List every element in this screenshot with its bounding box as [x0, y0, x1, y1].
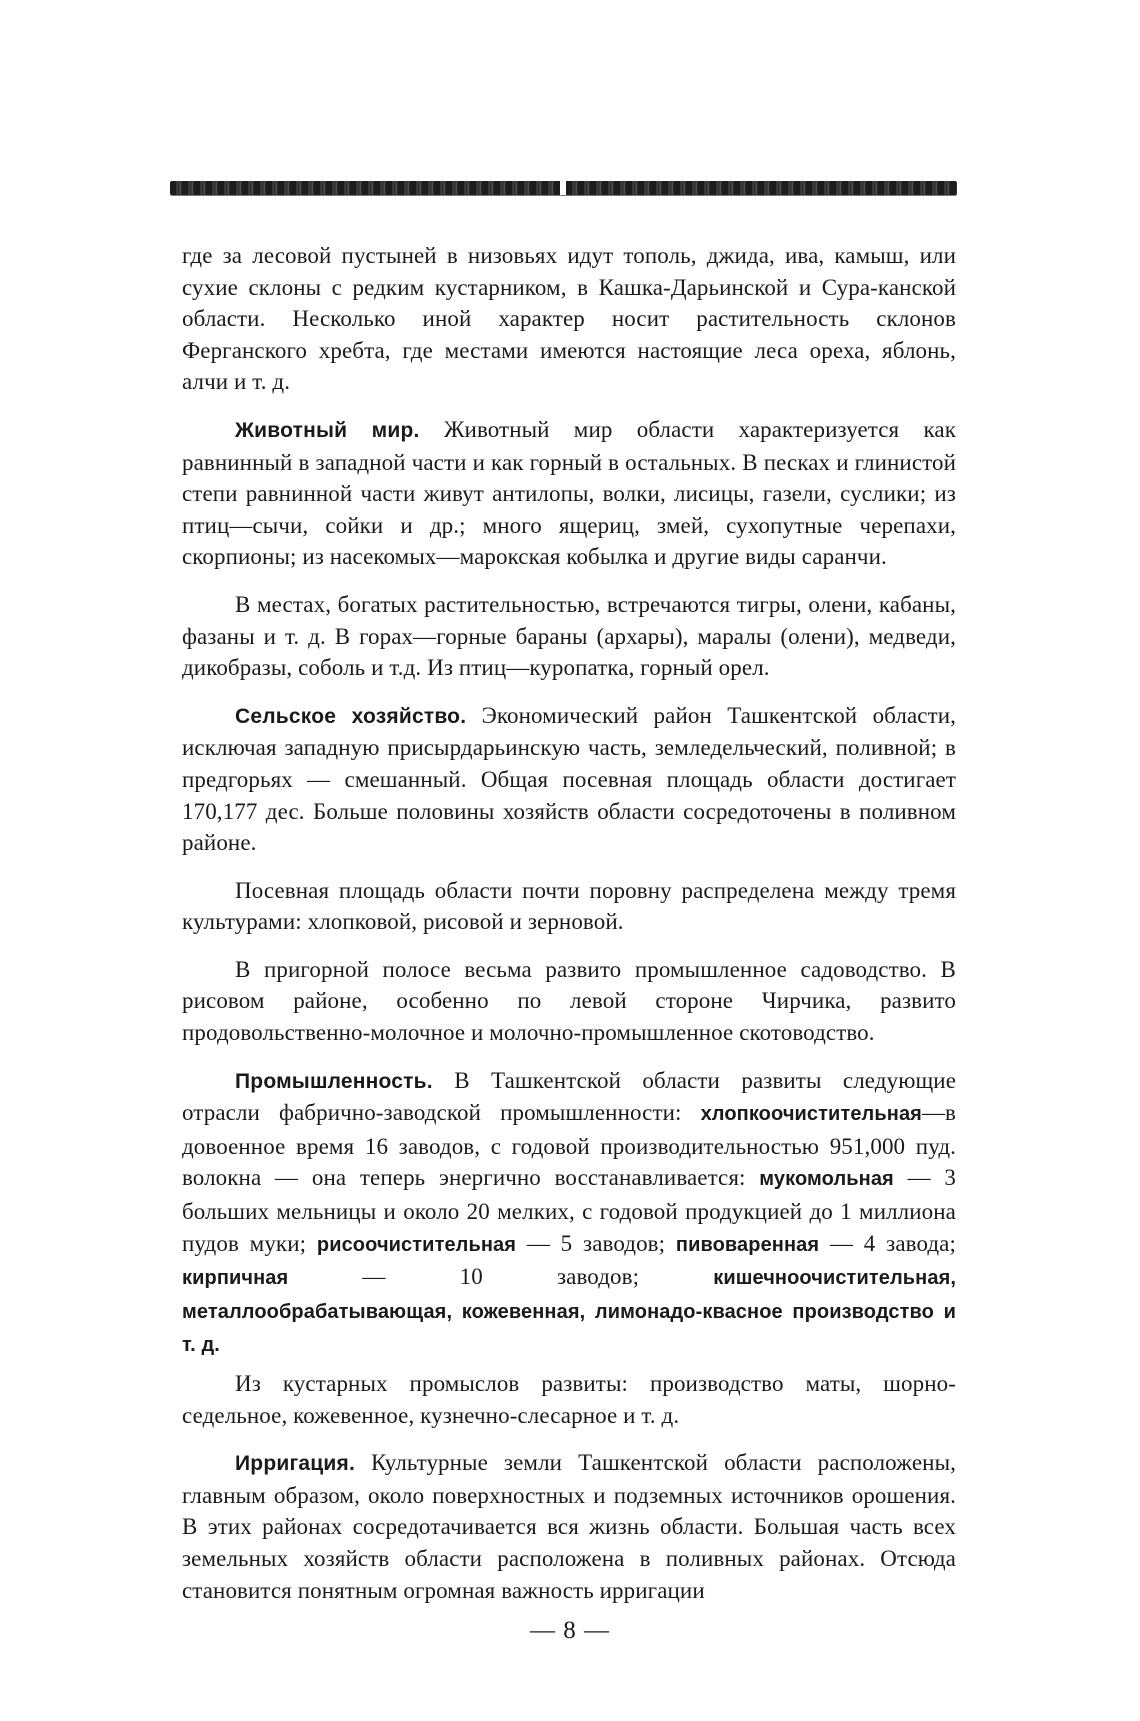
- industry-term-flour: мукомольная: [759, 1168, 894, 1191]
- fauna-text-2: В местах, богатых растительностью, встречаются тигры, олени, кабаны, фазаны и т. д. В горах—горные бараны (архары), маралы (олени), медведи, дикобразы, соболь и т.д. Из птиц—куропатка, горный орел.: [182, 591, 956, 681]
- industry-term-brewing: пивоваренная: [675, 1233, 820, 1256]
- intro-text: где за лесовой пустыней в низовьях идут тополь, джида, ива, камыш, или сухие склоны с редким кустарником, в Кашка-Дарьинской и Сура-канской области. Несколько иной характер носит растительность склонов Ферганского хребта, где местами имеются настоящие леса ореха, яблонь, алчи и т. д.: [182, 243, 956, 395]
- industry-term-cotton: хлопкоочистительная: [700, 1103, 922, 1126]
- heading-irrigation: Ирригация.: [235, 1452, 355, 1476]
- paragraph-industry-2: [182, 1368, 956, 1431]
- industry-term-rice: рисоочистительная: [316, 1233, 517, 1256]
- agriculture-text-1: Экономический район Ташкентской области, исключая западную присырдарьинскую часть, земледельческий, поливной; в предгорьях — смешанный. Общая посевная площадь области достигает 170,177 дес. Больше половины хозяйств области сосредоточены в поливном районе.: [182, 702, 956, 856]
- industry-text-crafts: Из кустарных промыслов развиты: производство маты, шорно-седельное, кожевенное, кузнечно-слесарное и т. д.: [182, 1371, 956, 1428]
- industry-term-brick: кирпичная: [182, 1267, 289, 1290]
- irrigation-text-1: Культурные земли Ташкентской области расположены, главным образом, около поверхностных и подземных источников орошения. В этих районах сосредотачивается вся жизнь области. Большая часть всех земельных хозяйств области расположена в поливных районах. Отсюда становится понятным огромная важность ирригации: [182, 1450, 956, 1603]
- paragraph-irrigation: [182, 1447, 956, 1606]
- page-number: — 8 —: [530, 1617, 610, 1644]
- heading-fauna: Животный мир.: [235, 418, 420, 442]
- paragraph-fauna: [182, 414, 956, 573]
- paragraph-fauna-2: [182, 589, 956, 684]
- header-rule: [170, 181, 957, 195]
- industry-text-1: В Ташкентской области развиты следующие отрасли фабрично-заводской промышленности:: [182, 1067, 956, 1126]
- industry-text-6: — 10 заводов;: [288, 1264, 714, 1290]
- industry-term-other: кишечноочистительная, металлообрабатывающая, кожевенная, лимонадо-квасное производство и т. д.: [182, 1267, 956, 1357]
- agriculture-text-3: В пригорной полосе весьма развито промышленное садоводство. В рисовом районе, особенно по левой стороне Чирчика, развито продовольственно-молочное и молочно-промышленное скотоводство.: [182, 956, 956, 1046]
- industry-text-5: — 4 завода;: [819, 1230, 956, 1256]
- heading-agriculture: Сельское хозяйство.: [235, 704, 467, 728]
- paragraph-agriculture: [182, 700, 956, 859]
- agriculture-text-2: Посевная площадь области почти поровну распределена между тремя культурами: хлопковой, рисовой и зерновой.: [182, 877, 956, 935]
- industry-text-2: —в довоенное время 16 заводов, с годовой производительностью 951,000 пуд. волокна — она теперь энергично восстанавливается:: [182, 1100, 956, 1191]
- paragraph-agriculture-3: [182, 954, 956, 1049]
- paragraph-agriculture-2: [182, 875, 956, 938]
- fauna-text-1: Животный мир области характеризуется как равнинный в западной части и как горный в остальных. В песках и глинистой степи равнинной части живут антилопы, волки, лисицы, газели, суслики; из птиц—сычи, сойки и др.; много ящериц, змей, сухопутные черепахи, скорпионы; из насекомых—марокская кобылка и другие виды саранчи.: [182, 416, 956, 570]
- industry-text-3: — 3 больших мельницы и около 20 мелких, с годовой продукцией до 1 миллиона пудов муки;: [182, 1165, 956, 1256]
- paragraph-intro: [182, 240, 956, 398]
- heading-industry: Промышленность.: [235, 1069, 433, 1093]
- industry-text-4: — 5 заводов;: [516, 1230, 676, 1256]
- body-text: [182, 240, 956, 1606]
- paragraph-industry: [182, 1065, 956, 1362]
